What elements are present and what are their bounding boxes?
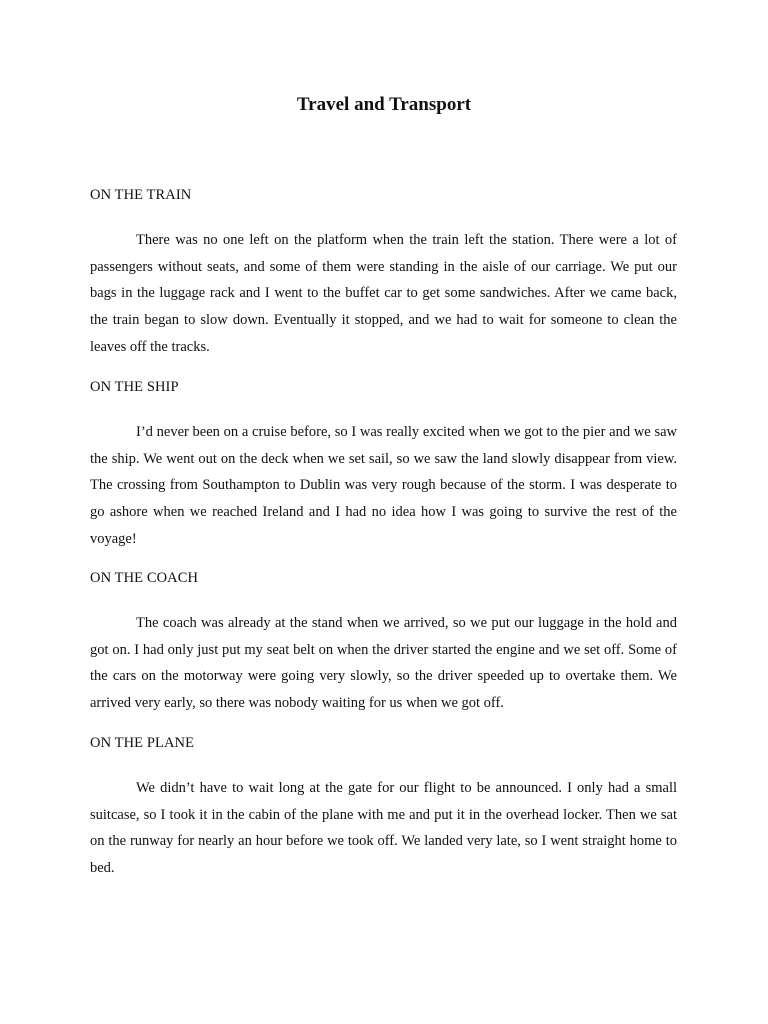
section-on-the-train bbox=[90, 185, 677, 361]
section-heading: ON THE TRAIN bbox=[90, 187, 192, 203]
section-heading: ON THE PLANE bbox=[90, 735, 195, 751]
section-on-the-coach bbox=[90, 568, 677, 717]
section-paragraph: The coach was already at the stand when we arrived, so we put our luggage in the hold and got on. I had only just put my seat belt on when the driver started the engine and we set off. Some of the cars on the motorway were going very slowly, so the driver speeded up to overtake them. We arrived very early, so there was nobody waiting for us when we got off. bbox=[90, 615, 677, 712]
section-paragraph: There was no one left on the platform when the train left the station. There were a lot of passengers without seats, and some of them were standing in the aisle of our carriage. We put our bags in the luggage rack and I went to the buffet car to get some sandwiches. After we came back, the train began to slow down. Eventually it stopped, and we had to wait for someone to clean the leaves off the tracks. bbox=[90, 232, 677, 355]
section-heading: ON THE COACH bbox=[90, 570, 199, 586]
section-paragraph: I’d never been on a cruise before, so I was really excited when we got to the pier and we saw the ship. We went out on the deck when we set sail, so we saw the land slowly disappear from view. The crossing from Southampton to Dublin was very rough because of the storm. I was desperate to go ashore when we reached Ireland and I had no idea how I was going to survive the rest of the voyage! bbox=[90, 424, 677, 547]
section-on-the-plane bbox=[90, 733, 677, 882]
section-paragraph: We didn’t have to wait long at the gate for our flight to be announced. I only had a small suitcase, so I took it in the cabin of the plane with me and put it in the overhead locker. Then we sat on the runway for nearly an hour before we took off. We landed very late, so I went straight home to bed. bbox=[90, 780, 677, 877]
section-on-the-ship bbox=[90, 377, 677, 553]
section-heading: ON THE SHIP bbox=[90, 379, 179, 395]
document-title: Travel and Transport bbox=[296, 94, 472, 115]
